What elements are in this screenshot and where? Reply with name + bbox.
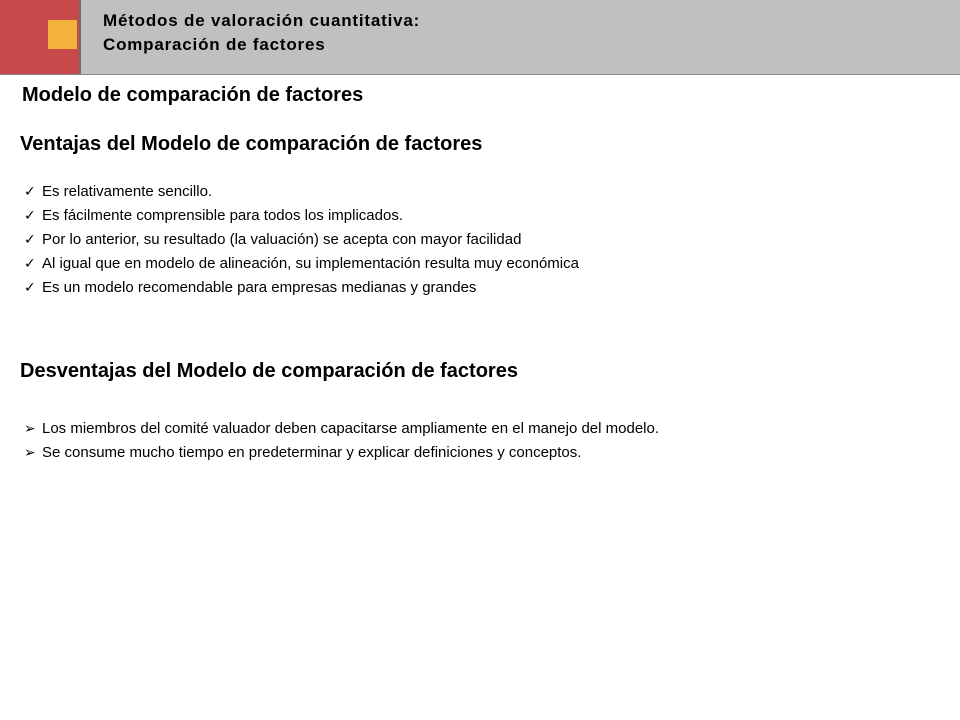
- checkmark-icon: ✓: [24, 279, 36, 295]
- desventajas-title: Desventajas del Modelo de comparación de factores: [20, 360, 518, 382]
- header-bar: [0, 0, 960, 75]
- ventajas-list: [24, 179, 579, 299]
- header-title: [103, 9, 420, 57]
- arrowhead-icon: ➢: [24, 420, 36, 436]
- list-item: ✓ Al igual que en modelo de alineación, su implementación resulta muy económica: [24, 251, 579, 275]
- ventajas-title: Ventajas del Modelo de comparación de factores: [20, 133, 483, 155]
- list-item: ✓ Es fácilmente comprensible para todos los implicados.: [24, 203, 579, 227]
- list-item: ✓ Es relativamente sencillo.: [24, 179, 579, 203]
- header-title-line1: Métodos de valoración cuantitativa:: [103, 11, 421, 30]
- checkmark-icon: ✓: [24, 255, 36, 271]
- checkmark-icon: ✓: [24, 207, 36, 223]
- desventajas-list: [24, 416, 659, 464]
- list-item: ➢ Los miembros del comité valuador deben capacitarse ampliamente en el manejo del modelo.: [24, 416, 659, 440]
- arrowhead-icon: ➢: [24, 444, 36, 460]
- list-item: ✓ Por lo anterior, su resultado (la valuación) se acepta con mayor facilidad: [24, 227, 579, 251]
- header-title-line2: Comparación de factores: [103, 35, 326, 54]
- checkmark-icon: ✓: [24, 231, 36, 247]
- list-item: ➢ Se consume mucho tiempo en predeterminar y explicar definiciones y conceptos.: [24, 440, 659, 464]
- logo-divider: [79, 0, 81, 74]
- page-title: Modelo de comparación de factores: [22, 84, 364, 106]
- list-item: ✓ Es un modelo recomendable para empresas medianas y grandes: [24, 275, 579, 299]
- logo-yellow-square: [48, 20, 77, 49]
- checkmark-icon: ✓: [24, 183, 36, 199]
